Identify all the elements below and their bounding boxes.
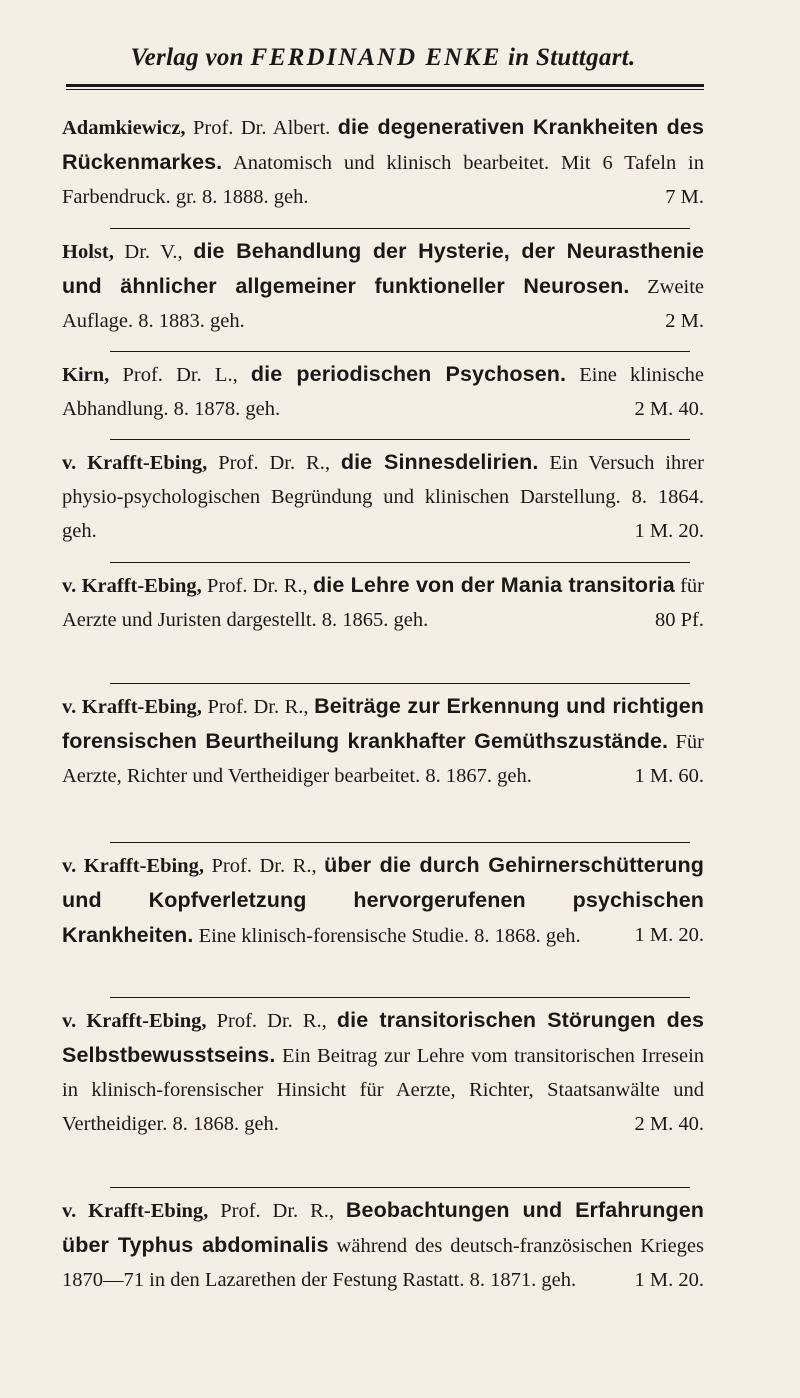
- catalog-entry: [62, 445, 704, 548]
- entry-author: Holst,: [62, 241, 114, 263]
- entry-separator: [110, 351, 690, 352]
- entry-price: 1 M. 20.: [634, 520, 704, 542]
- catalog-entry: [62, 357, 704, 426]
- entry-rest: Anatomisch und klinisch bearbeitet. Mit 6 Tafeln in Farbendruck. gr. 8. 1888. geh.: [62, 152, 705, 208]
- entry-separator: [110, 997, 690, 998]
- catalog-entry: [62, 689, 704, 793]
- entry-rest: Ein Versuch ihrer physio-psychologischen Begründung und klinischen Darstellung. 8. 1864. geh.: [62, 452, 704, 542]
- entry-price: 7 M.: [665, 186, 704, 208]
- entry-title: die Sinnesdelirien.: [340, 450, 539, 474]
- entry-role: Prof. Dr. Albert.: [193, 117, 331, 139]
- header-double-rule: [66, 84, 704, 87]
- entry-title: Beobachtungen und Erfahrungen über Typhus abdominalis: [62, 1198, 704, 1257]
- entry-rest: Eine klinisch-forensische Studie. 8. 1868. geh.: [198, 925, 581, 947]
- entry-title: die Lehre von der Mania transitoria: [313, 573, 675, 597]
- entry-separator: [110, 1187, 690, 1188]
- catalog-entry: [62, 1193, 704, 1297]
- entry-price: 1 M. 20.: [634, 924, 704, 946]
- entry-title: die Behandlung der Hysterie, der Neurasthenie und ähnlicher allgemeiner funktioneller Neurosen.: [62, 239, 705, 298]
- entry-rest: Zweite Auflage. 8. 1883. geh.: [62, 276, 704, 332]
- entry-role: Prof. Dr. L.,: [122, 364, 238, 386]
- header-publisher: FERDINAND ENKE: [250, 44, 502, 71]
- entry-title: die degenerativen Krankheiten des Rückenmarkes.: [62, 115, 704, 174]
- entry-author: v. Krafft-Ebing,: [62, 696, 202, 718]
- catalog-entry: [62, 234, 704, 338]
- entry-price: 1 M. 60.: [634, 765, 704, 787]
- entry-role: Prof. Dr. R.,: [218, 452, 330, 474]
- entry-author: v. Krafft-Ebing,: [62, 1200, 209, 1222]
- entry-rest: für Aerzte und Juristen dargestellt. 8. 1865. geh.: [62, 575, 704, 631]
- entry-role: Prof. Dr. R.,: [207, 575, 308, 597]
- entry-rest: Für Aerzte, Richter und Vertheidiger bearbeitet. 8. 1867. geh.: [62, 731, 704, 787]
- header-prefix: Verlag von: [130, 44, 244, 71]
- header-suffix: in Stuttgart.: [507, 44, 636, 71]
- entry-role: Prof. Dr. R.,: [211, 855, 317, 877]
- entry-price: 80 Pf.: [655, 609, 704, 631]
- entry-role: Dr. V.,: [124, 241, 183, 263]
- entry-separator: [110, 439, 690, 440]
- entry-separator: [110, 842, 690, 843]
- entry-separator: [110, 683, 690, 684]
- entry-author: v. Krafft-Ebing,: [62, 1010, 207, 1032]
- entry-price: 2 M. 40.: [634, 398, 704, 420]
- entry-rest: Eine klinische Abhandlung. 8. 1878. geh.: [62, 364, 705, 420]
- entry-separator: [110, 562, 690, 563]
- entry-title: die periodischen Psychosen.: [250, 362, 567, 386]
- entry-rest: während des deutsch-französischen Krieges 1870—71 in den Lazarethen der Festung Rastatt. 8. 1871. geh.: [62, 1235, 705, 1291]
- entry-role: Prof. Dr. R.,: [216, 1010, 327, 1032]
- entry-price: 2 M. 40.: [634, 1113, 704, 1135]
- catalog-entry: [62, 848, 704, 953]
- catalog-entry: [62, 1003, 704, 1141]
- entry-rest: Ein Beitrag zur Lehre vom transitorischen Irresein in klinisch-forensischer Hinsicht für Aerzte, Richter, Staatsanwälte und Vertheidiger. 8. 1868. geh.: [62, 1045, 705, 1135]
- publisher-header: [62, 44, 704, 72]
- entry-author: Kirn,: [62, 364, 110, 386]
- entry-separator: [110, 228, 690, 229]
- entry-role: Prof. Dr. R.,: [220, 1200, 335, 1222]
- entry-role: Prof. Dr. R.,: [207, 696, 309, 718]
- entry-author: Adamkiewicz,: [62, 117, 186, 139]
- entry-price: 1 M. 20.: [634, 1269, 704, 1291]
- entry-title: die transitorischen Störungen des Selbstbewusstseins.: [62, 1008, 705, 1067]
- entry-title: Beiträge zur Erkennung und richtigen forensischen Beurtheilung krankhafter Gemüthszustände.: [62, 694, 705, 753]
- catalog-entry: [62, 110, 704, 214]
- entry-author: v. Krafft-Ebing,: [62, 575, 202, 597]
- catalog-entry: [62, 568, 704, 637]
- entry-author: v. Krafft-Ebing,: [62, 855, 204, 877]
- entry-price: 2 M.: [665, 310, 704, 332]
- entry-author: v. Krafft-Ebing,: [62, 452, 208, 474]
- entry-title: über die durch Gehirnerschütterung und Kopfverletzung hervorgerufenen psychischen Krankheiten.: [62, 853, 704, 947]
